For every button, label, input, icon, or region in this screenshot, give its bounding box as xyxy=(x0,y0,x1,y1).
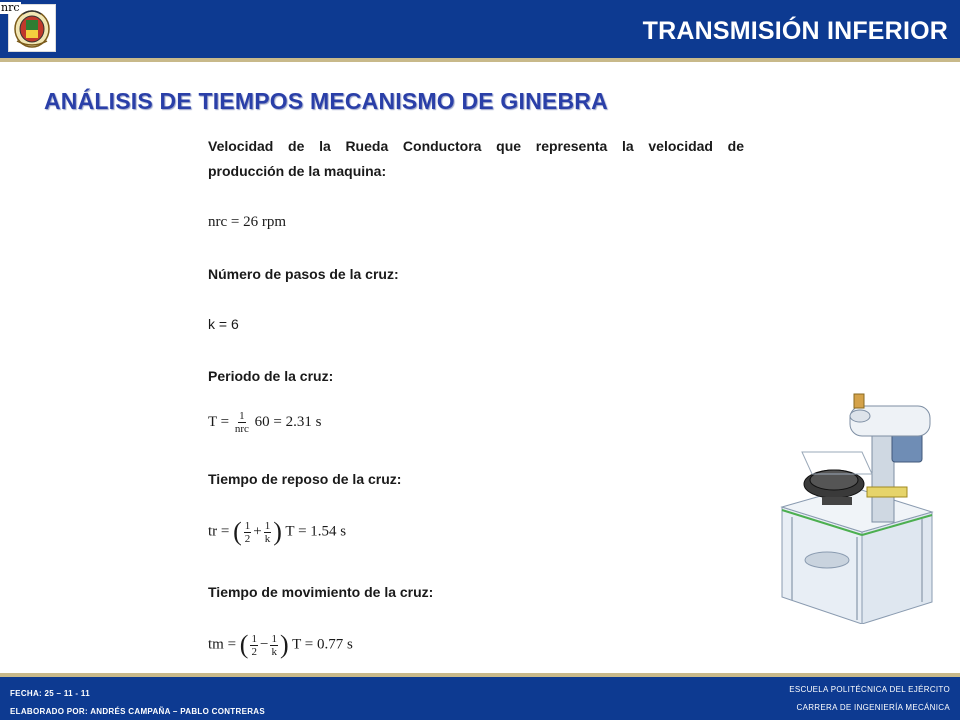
rest-fraction-1 xyxy=(244,520,252,545)
steps-label: Número de pasos de la cruz: xyxy=(208,266,399,282)
rest-label: Tiempo de reposo de la cruz: xyxy=(208,471,402,487)
period-frac-num: 1 xyxy=(239,410,245,422)
footer-date: FECHA: 25 – 11 - 11 xyxy=(10,689,90,698)
move-f2-num: 1 xyxy=(271,632,277,645)
rest-rhs: T = 1.54 s xyxy=(285,523,347,540)
footer-department: CARRERA DE INGENIERÍA MECÁNICA xyxy=(796,703,950,712)
period-equation xyxy=(208,410,321,435)
header-divider xyxy=(0,58,960,62)
rest-f2-den: k xyxy=(264,532,271,545)
logo-overlay-text: nrc xyxy=(1,1,20,14)
move-f2-den: k xyxy=(271,645,277,658)
move-lhs: tm = xyxy=(208,636,237,653)
move-equation: tm = ( $\frac{1}{2}$ − $\frac{1}{k}$ ) T = 0.77 s xyxy=(208,630,353,659)
move-fraction-2 xyxy=(270,633,278,658)
move-rhs: T = 0.77 s xyxy=(292,636,353,653)
rest-operator: + xyxy=(253,523,262,540)
header-title: TRANSMISIÓN INFERIOR xyxy=(642,17,948,45)
move-label: Tiempo de movimiento de la cruz: xyxy=(208,584,434,600)
intro-line-1: Velocidad de la Rueda Conductora que representa la velocidad de xyxy=(208,138,744,154)
period-label: Periodo de la cruz: xyxy=(208,368,334,384)
footer-bar xyxy=(0,677,960,720)
intro-line-2: producción de la maquina: xyxy=(208,163,387,179)
rest-equation: tr = ( $\frac{1}{2}$ + $\frac{1}{k}$ ) T = 1.54 s xyxy=(208,517,347,546)
slide-title: ANÁLISIS DE TIEMPOS MECANISMO DE GINEBRA xyxy=(44,88,608,114)
footer-author: ELABORADO POR: ANDRÉS CAMPAÑA – PABLO CONTRERAS xyxy=(10,707,265,716)
header-bar xyxy=(0,0,960,58)
nrc-equation: nrc = 26 rpm xyxy=(208,214,287,230)
period-lhs: T = xyxy=(208,413,230,430)
k-equation: k = 6 xyxy=(208,316,239,332)
rest-f2-num: 1 xyxy=(264,519,271,532)
rest-f1-num: 1 xyxy=(244,519,251,532)
period-frac-den: nrc xyxy=(234,423,249,435)
move-f1-den: 2 xyxy=(251,645,257,658)
move-operator: − xyxy=(259,636,269,653)
move-f1-num: 1 xyxy=(251,632,257,645)
move-fraction-1 xyxy=(250,633,258,658)
rest-f1-den: 2 xyxy=(244,532,251,545)
rest-fraction-2 xyxy=(264,520,272,545)
period-rhs: 60 = 2.31 s xyxy=(254,413,322,430)
period-fraction xyxy=(235,410,249,435)
geneva-machine-illustration xyxy=(772,392,942,624)
rest-lhs: tr = xyxy=(208,523,230,540)
footer-school: ESCUELA POLITÉCNICA DEL EJÉRCITO xyxy=(789,685,950,694)
